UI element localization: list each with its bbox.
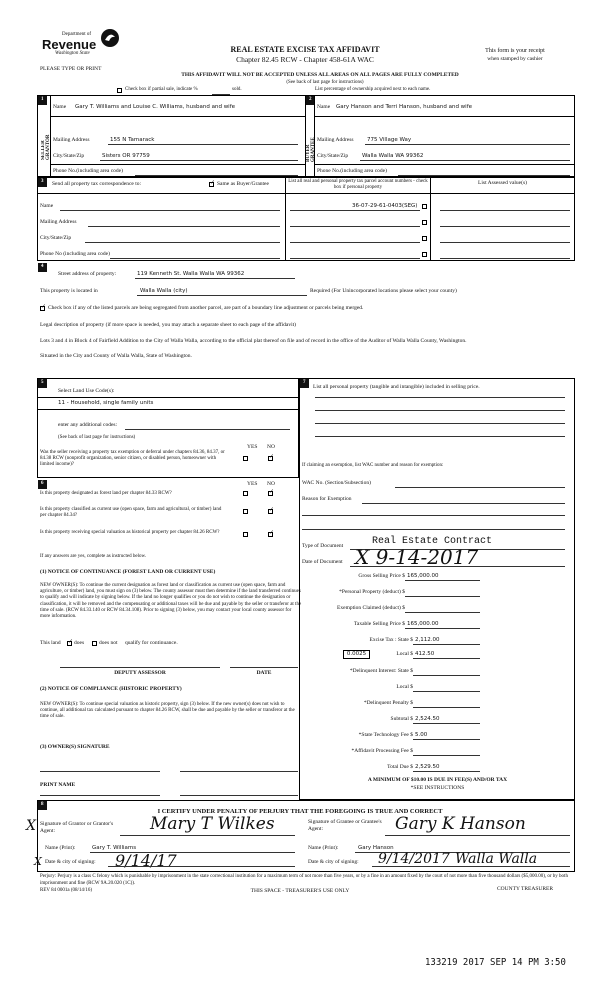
print-name-line-2[interactable] [180, 795, 298, 796]
exemption-instructions: If claiming an exemption, list WAC number and reason for exemption: [302, 463, 444, 468]
personal-deduct-label: *Personal Property (deduct) $ [339, 589, 405, 595]
buyer-name[interactable]: Gary Hanson and Terri Hanson, husband and wife [336, 104, 473, 110]
personal-property-line-1[interactable] [315, 397, 565, 398]
no-header-1: NO [267, 444, 275, 450]
notice-continuance-title: (1) NOTICE OF CONTINUANCE (FOREST LAND OR CURRENT USE) [40, 569, 216, 575]
tech-fee-label: *State Technology Fee $ [358, 732, 413, 738]
grantor-sign-here-x: X [26, 818, 36, 834]
q2-no-checkbox[interactable] [268, 491, 273, 496]
land-use-label: Select Land Use Code(s): [58, 388, 115, 394]
buyer-grantee-label: BUYER GRANTEE [306, 137, 316, 162]
doc-date-x: X [355, 545, 376, 569]
gross-price[interactable]: 165,000.00 [407, 573, 439, 579]
historic-question: Is this property receiving special valuation as historical property per chapter 84.26 RCW? [40, 530, 220, 535]
seller-city-label: City/State/Zip [53, 153, 85, 159]
exemption-deduct-label: Exemption Claimed (deduct) $ [337, 605, 405, 611]
section-3-number: 3 [41, 179, 44, 184]
rule [37, 193, 575, 194]
grantee-city[interactable]: Walla Walla [455, 851, 538, 867]
assessor-date-label: DATE [256, 670, 272, 676]
seller-mail[interactable]: 155 N Tamarack [110, 137, 155, 143]
parcel-1-personal-checkbox[interactable] [422, 204, 427, 209]
excise-local-label: Local $ [396, 651, 413, 657]
receipt-note-1: This form is your receipt [485, 48, 545, 54]
additional-codes-field[interactable] [125, 429, 290, 430]
rule [290, 258, 420, 259]
corr-mail-label: Mailing Address [40, 219, 77, 225]
corr-city-field[interactable] [85, 242, 280, 243]
see-back-note: (See back of last page for instructions) [286, 80, 364, 85]
deputy-assessor-label: DEPUTY ASSESSOR [114, 670, 166, 676]
corr-name-label: Name [40, 203, 54, 209]
current-use-question: Is this property classified as current use (open space, farm and agricultural, or timber) land per chapter 84.34? [40, 507, 222, 518]
section-7-number: 7 [303, 380, 306, 385]
grantor-name-label: Name (Print): [45, 845, 76, 851]
personal-property-label: List all personal property (tangible and intangible) included in selling price. [313, 384, 480, 390]
taxable-price-label: Taxable Selling Price $ [353, 621, 405, 627]
wa-seal-icon [99, 27, 121, 49]
buyer-mail[interactable]: 775 Village Way [367, 137, 412, 143]
rule [108, 866, 295, 867]
grantor-name[interactable]: Gary T. Williams [92, 845, 137, 851]
county-treasurer-label: COUNTY TREASURER [497, 886, 554, 892]
local-rate[interactable]: 0.0025 [346, 651, 367, 657]
grantee-name[interactable]: Gary Hanson [358, 845, 394, 851]
rule [405, 580, 480, 581]
rule [405, 628, 480, 629]
exemption-reason-field[interactable] [362, 503, 565, 504]
form-subtitle: Chapter 82.45 RCW - Chapter 458-61A WAC [236, 55, 374, 64]
same-as-buyer-label: Same as Buyer/Grantee [217, 181, 269, 187]
exemption-reason-label: Reason for Exemption [302, 496, 352, 502]
rule [290, 210, 420, 211]
dept-state: Washington State [55, 51, 90, 56]
minimum-due-note: A MINIMUM OF $10.00 IS DUE IN FEE(S) AND/OR TAX [367, 777, 508, 783]
section-2-number: 2 [309, 97, 312, 102]
rule [290, 226, 420, 227]
rule [290, 242, 420, 243]
grantor-signature[interactable]: Mary T Wilkes [150, 814, 275, 834]
grantee-date-label: Date & city of signing: [308, 859, 359, 865]
receipt-note-2: when stamped by cashier [487, 56, 543, 62]
seller-name-label: Name [53, 104, 67, 110]
does-not-label: does not [99, 640, 118, 646]
notice-continuance-body: NEW OWNER(S): To continue the current designation as forest land or classification as current use (open space, farm and agriculture, or timber) land, you must sign on (3) below. The county assessor must then determine if the land transferred continues to qualify and will indicate by signing below. If the land no longer qualifies or you do not wish to continue the designation or classification, it will be removed and the compensating or additional taxes will be due and payable by the seller or transferor at the time of sale. (RCW 84.33.140 or RCW 84.34.108). Prior to signing (3) below, you may contact your local county assessor for more information. [40, 583, 302, 620]
excise-state[interactable]: 2,112.00 [415, 637, 440, 643]
gross-price-label: Gross Selling Price $ [358, 573, 405, 579]
notice-compliance-title: (2) NOTICE OF COMPLIANCE (HISTORIC PROPERTY) [40, 686, 182, 692]
section-6-number: 6 [41, 481, 44, 486]
corr-city-label: City/State/Zip [40, 235, 72, 241]
doc-date-value: 9-14-2017 [375, 545, 479, 569]
rule [100, 160, 298, 161]
segregated-checkbox[interactable] [40, 306, 45, 311]
partial-sale-checkbox[interactable] [117, 88, 122, 93]
yes-header-2: YES [247, 481, 258, 487]
form-title: REAL ESTATE EXCISE TAX AFFIDAVIT [230, 45, 380, 54]
q3-no-checkbox[interactable] [268, 509, 273, 514]
buyer-phone-label: Phone No.(including area code) [317, 168, 387, 174]
buyer-mail-label: Mailing Address [317, 137, 354, 143]
interest-state-label: *Delinquent Interest: State $ [349, 668, 413, 674]
buyer-city-label: City/State/Zip [317, 153, 349, 159]
legal-desc-label: Legal description of property (if more space is needed, you may attach a separate sheet to each page of the affidavit) [40, 322, 296, 328]
excise-local[interactable]: 412.50 [415, 651, 435, 657]
rule [413, 739, 480, 740]
street-label: Street address of property: [58, 271, 117, 277]
personal-property-line-4[interactable] [315, 436, 565, 437]
assessed-value-field[interactable] [440, 210, 570, 211]
required-note: Required (For Unincorporated locations please select your county) [310, 288, 457, 294]
parcel-3-personal-checkbox[interactable] [422, 236, 427, 241]
form-number: REV 84 0001a (08/14/16) [40, 888, 92, 893]
partial-sale-label: Check box if partial sale, indicate % [125, 87, 198, 92]
buyer-name-label: Name [317, 104, 331, 110]
corr-phone-label: Phone No (including area code) [40, 251, 110, 257]
section-4-number: 4 [41, 264, 44, 269]
total-due[interactable]: 2,529.50 [415, 764, 440, 770]
wac-label: WAC No. (Section/Subsection) [302, 480, 371, 486]
rule [37, 397, 299, 398]
rule [120, 835, 295, 836]
land-use-see-back: (See back of last page for instructions) [58, 435, 136, 440]
grantee-sig-label: Signature of Grantee or Grantee's Agent: [308, 819, 382, 832]
q4-yes-checkbox[interactable] [243, 532, 248, 537]
additional-codes-label: enter any additional codes: [58, 422, 118, 428]
penalty-field[interactable] [413, 707, 480, 708]
interest-local-label: Local $ [396, 684, 413, 690]
certify-statement: I CERTIFY UNDER PENALTY OF PERJURY THAT THE FOREGOING IS TRUE AND CORRECT [157, 808, 443, 815]
parcel-2-personal-checkbox[interactable] [422, 220, 427, 225]
penalty-label: *Delinquent Penalty $ [363, 700, 413, 706]
rule [302, 529, 565, 530]
rule [385, 835, 570, 836]
doc-date-label: Date of Document [302, 559, 343, 565]
does-not-checkbox[interactable] [92, 641, 97, 646]
rule [440, 258, 570, 259]
section-1-number: 1 [41, 97, 44, 102]
corr-mail-field[interactable] [88, 226, 280, 227]
personal-property-line-2[interactable] [315, 410, 565, 411]
subtotal[interactable]: 2,524.50 [415, 716, 440, 722]
rule [50, 116, 305, 117]
seller-phone-field[interactable] [135, 175, 298, 176]
rule [413, 771, 480, 772]
grantor-date[interactable]: 9/14/17 [115, 851, 177, 870]
legal-desc-line-1[interactable]: Lots 3 and 4 in Block 4 of Fairfield Addition to the City of Walla Walla, according to the official plat thereof on file and of record in the office of the Auditor of Walla Walla County, Washington. [40, 338, 467, 344]
owner-signature-label: (3) OWNER(S) SIGNATURE [40, 744, 110, 750]
total-due-label: Total Due $ [387, 764, 413, 770]
see-instructions-note: *SEE INSTRUCTIONS [410, 785, 465, 791]
corr-name-field[interactable] [60, 210, 280, 211]
personal-deduct-field[interactable] [405, 596, 480, 597]
correspondence-label: Send all property tax correspondence to: [52, 181, 142, 187]
grantor-date-x: X [34, 855, 42, 868]
located-label: This property is located in [40, 288, 98, 294]
assessor-date-line[interactable] [230, 667, 298, 668]
rule [365, 144, 570, 145]
treasurer-use-label: THIS SPACE - TREASURER'S USE ONLY [250, 888, 350, 894]
parcel-number[interactable]: 36-07-29-61-0403(SEG) [352, 203, 418, 209]
ownership-pct-label: List percentage of ownership acquired next to each name. [315, 87, 431, 92]
rule [314, 164, 575, 165]
rule [440, 242, 570, 243]
dept-name: Revenue [42, 37, 97, 52]
rule [108, 144, 298, 145]
interest-state-field[interactable] [413, 675, 480, 676]
buyer-phone-field[interactable] [398, 175, 570, 176]
q1-yes-checkbox[interactable] [243, 456, 248, 461]
rule [285, 177, 286, 261]
buyer-city[interactable]: Walla Walla WA 99362 [362, 153, 424, 159]
deputy-assessor-sig-line[interactable] [60, 667, 220, 668]
grantor-sig-label: Signature of Grantor or Grantor's Agent: [40, 821, 114, 834]
tech-fee[interactable]: 5.00 [415, 732, 428, 738]
legal-desc-line-2[interactable]: Situated in the City and County of Walla Walla, State of Washington. [40, 353, 192, 359]
q2-yes-checkbox[interactable] [243, 491, 248, 496]
rule [302, 515, 565, 516]
exemption-deduct-field[interactable] [405, 612, 480, 613]
parcel-4-personal-checkbox[interactable] [422, 252, 427, 257]
segregated-label: Check box if any of the listed parcels are being segregated from another parcel, are part of a boundary line adjustment or parcels being merged. [48, 305, 364, 311]
doc-type[interactable]: Real Estate Contract [372, 536, 493, 547]
section-5-number: 5 [41, 380, 44, 385]
taxable-price[interactable]: 165,000.00 [407, 621, 439, 627]
warning-text: THIS AFFIDAVIT WILL NOT BE ACCEPTED UNLESS ALL AREAS ON ALL PAGES ARE FULLY COMPLETED [181, 72, 459, 78]
q3-yes-checkbox[interactable] [243, 509, 248, 514]
rule [314, 116, 575, 117]
grantee-date[interactable]: 9/14/2017 [378, 851, 450, 867]
located-in[interactable]: Walla Walla (city) [140, 288, 188, 294]
q4-no-checkbox[interactable] [268, 532, 273, 537]
forest-question: Is this property designated as forest land per chapter 84.33 RCW? [40, 491, 172, 496]
owner-sig-line-1[interactable] [40, 771, 160, 772]
cashier-stamp: 133219 2017 SEP 14 PM 3:50 [425, 957, 566, 968]
exemption-question: Was the seller receiving a property tax exemption or deferral under chapters 84.36, 84.37, or 84.38 RCW (nonprofit organization, senior citizen, or disabled person, homeowner with limited income)? [40, 450, 225, 467]
no-header-2: NO [267, 481, 275, 487]
seller-name[interactable]: Gary T. Williams and Louise C. Williams, husband and wife [75, 104, 236, 110]
perjury-warning: Perjury: Perjury is a class C felony which is punishable by imprisonment in the state correctional institution for a maximum term of not more than five years, or by a fine in an amount fixed by the court of not more than five thousand dollars ($5,000.00), or by both imprisonment and fine (RCW 9A.20.020 (1C)). [40, 874, 568, 886]
land-use-code[interactable]: 11 - Household, single family units [58, 400, 154, 406]
interest-local-field[interactable] [413, 691, 480, 692]
rule [413, 644, 480, 645]
excise-state-label: Excise Tax : State $ [369, 637, 413, 643]
parcel-header: List all real and personal property tax parcel account numbers - check box if personal property [288, 179, 428, 190]
affidavit-fee-label: *Affidavit Processing Fee $ [351, 748, 413, 754]
same-as-buyer-checkbox[interactable] [209, 182, 214, 187]
sold-label: sold. [232, 87, 242, 92]
rule [50, 164, 305, 165]
seller-city[interactable]: Sisters OR 97759 [102, 153, 150, 159]
corr-phone-field[interactable] [110, 258, 280, 259]
grantor-date-label: Date & city of signing: [45, 859, 96, 865]
seller-phone-label: Phone No.(including area code) [53, 168, 123, 174]
rule [413, 723, 480, 724]
print-name-line-1[interactable] [40, 795, 160, 796]
seller-mail-label: Mailing Address [53, 137, 90, 143]
street-address[interactable]: 119 Kenneth St. Walla Walla WA 99362 [137, 271, 245, 277]
rule [37, 409, 299, 410]
rule [360, 160, 570, 161]
print-name-label: PRINT NAME [40, 782, 76, 788]
rule [135, 278, 295, 279]
owner-sig-line-2[interactable] [180, 771, 298, 772]
grantee-signature[interactable]: Gary K Hanson [395, 814, 526, 834]
qualify-label: qualify for continuance. [125, 640, 178, 646]
if-yes-instructions: If any answers are yes, complete as instructed below. [40, 554, 147, 559]
this-land-label: This land [40, 640, 61, 646]
affidavit-fee-field[interactable] [413, 755, 480, 756]
assessed-header: List Assessed value(s) [478, 180, 527, 186]
yes-header-1: YES [247, 444, 258, 450]
section-8-number: 8 [41, 802, 44, 807]
please-type: PLEASE TYPE OR PRINT [40, 66, 102, 72]
rule [430, 177, 431, 261]
wac-field[interactable] [395, 487, 565, 488]
does-label: does [74, 640, 85, 646]
rule [350, 566, 565, 567]
q1-no-checkbox[interactable] [268, 456, 273, 461]
rule [137, 295, 307, 296]
seller-grantor-label: SELLER GRANTOR [41, 134, 51, 160]
rule [413, 658, 480, 659]
personal-property-line-3[interactable] [315, 423, 565, 424]
rule [440, 226, 570, 227]
notice-compliance-body: NEW OWNER(S): To continue special valuation as historic property, sign (3) below. If the new owner(s) does not wish to continue, all additional tax calculated pursuant to chapter 84.26 RCW, shall be due and payable by the seller or transferor at the time of sale. [40, 702, 295, 720]
doc-type-label: Type of Document [302, 543, 344, 549]
rule [372, 866, 570, 867]
grantee-name-label: Name (Print): [308, 845, 339, 851]
does-checkbox[interactable] [67, 641, 72, 646]
subtotal-label: Subtotal $ [390, 716, 413, 722]
dept-line: Department of [62, 32, 92, 37]
